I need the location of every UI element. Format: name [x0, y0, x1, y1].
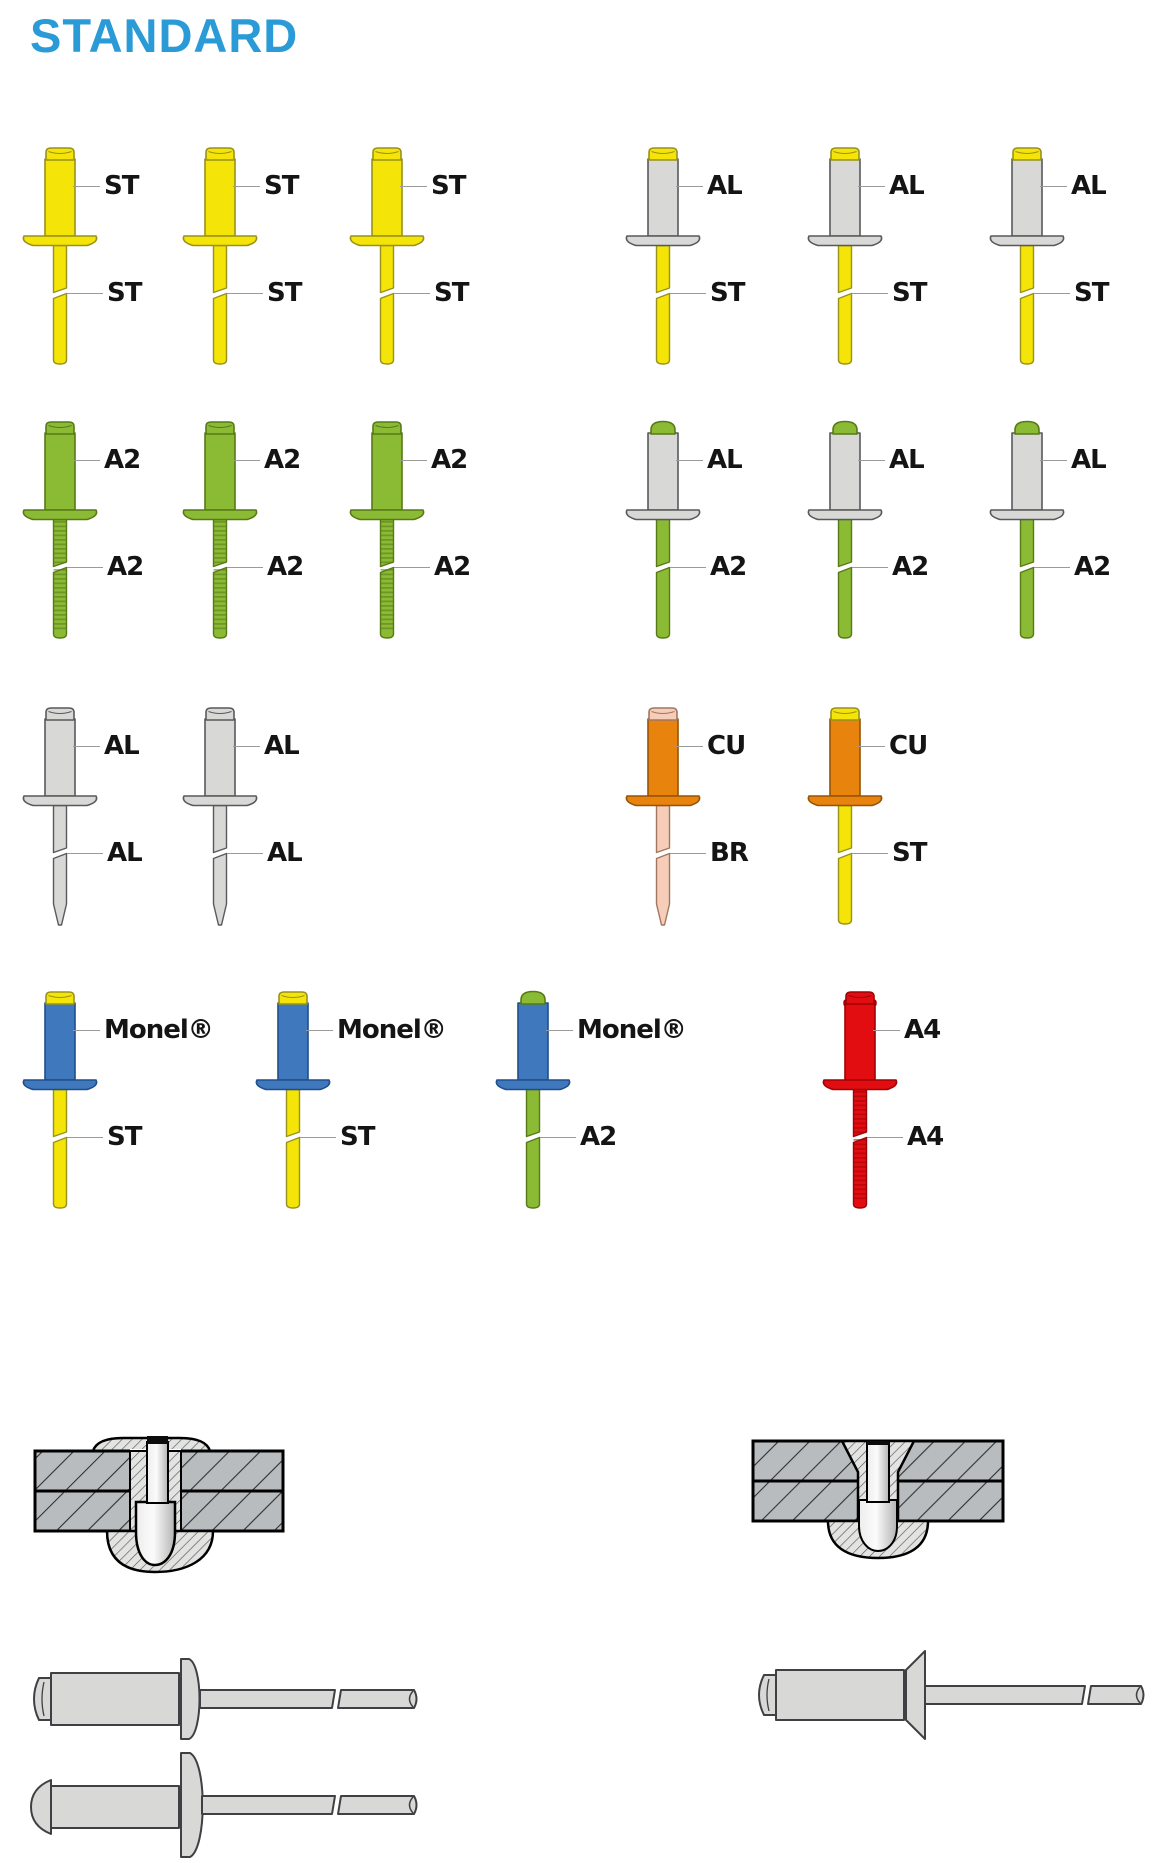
body-material-label: AL	[858, 445, 924, 475]
rivet-a4-a4	[815, 990, 944, 1230]
side-view-dome-head-rivet	[30, 1656, 422, 1742]
body-material-label: AL	[1040, 171, 1106, 201]
body-material-label: ST	[73, 171, 138, 201]
rivet-monel-st-2	[248, 990, 446, 1230]
mandrel-material-label: ST	[394, 278, 468, 308]
body-material-label: AL	[676, 171, 742, 201]
body-material-label: A4	[873, 1015, 940, 1045]
rivet-al-al-2	[175, 706, 302, 946]
mandrel-material-label: ST	[67, 278, 141, 308]
leader-line	[73, 186, 100, 187]
rivet-a2-a2-2	[175, 420, 304, 660]
mandrel-material-label: ST	[300, 1122, 374, 1152]
mandrel-material-label: ST	[852, 838, 926, 868]
body-material-label: CU	[676, 731, 745, 761]
mandrel-material-label: ST	[670, 278, 744, 308]
mandrel-material-label: AL	[67, 838, 142, 868]
rivet-al-st-1	[618, 146, 745, 386]
rivet-st-st-1	[15, 146, 142, 386]
cross-section-dome-head-installed	[28, 1434, 286, 1586]
mandrel-material-label: A2	[540, 1122, 616, 1152]
rivet-al-st-2	[800, 146, 927, 386]
rivet-st-st-3	[342, 146, 469, 386]
body-material-label: Monel®	[306, 1015, 446, 1045]
body-material-label: AL	[73, 731, 139, 761]
body-material-label: AL	[1040, 445, 1106, 475]
mandrel-material-label: A4	[867, 1122, 943, 1152]
mandrel-material-label: ST	[1034, 278, 1108, 308]
rivet-a2-a2-3	[342, 420, 471, 660]
body-material-label: ST	[233, 171, 298, 201]
leader-line	[67, 293, 103, 294]
rivet-cu-st	[800, 706, 928, 946]
body-material-label: AL	[233, 731, 299, 761]
rivet-al-al-1	[15, 706, 142, 946]
side-view-countersunk-head-rivet	[755, 1648, 1150, 1742]
rivet-st-st-2	[175, 146, 302, 386]
cross-section-countersunk-installed	[750, 1438, 1006, 1564]
body-material-label: AL	[676, 445, 742, 475]
page-title: STANDARD	[30, 9, 299, 62]
mandrel-material-label: A2	[67, 552, 143, 582]
mandrel-material-label: BR	[670, 838, 748, 868]
body-material-label: A2	[233, 445, 300, 475]
body-material-label: ST	[400, 171, 465, 201]
rivet-a2-a2-1	[15, 420, 144, 660]
rivet-al-a2-2	[800, 420, 929, 660]
mandrel-material-label: A2	[227, 552, 303, 582]
mandrel-material-label: ST	[67, 1122, 141, 1152]
body-material-label: AL	[858, 171, 924, 201]
body-material-label: CU	[858, 731, 927, 761]
rivet-monel-a2	[488, 990, 686, 1230]
mandrel-material-label: A2	[670, 552, 746, 582]
mandrel-material-label: AL	[227, 838, 302, 868]
mandrel-material-label: ST	[852, 278, 926, 308]
rivet-al-a2-3	[982, 420, 1111, 660]
rivet-monel-st-1	[15, 990, 213, 1230]
body-material-label: Monel®	[546, 1015, 686, 1045]
mandrel-material-label: ST	[227, 278, 301, 308]
mandrel-material-label: A2	[1034, 552, 1110, 582]
side-view-large-flange-dome-head-rivet	[30, 1746, 422, 1860]
body-material-label: A2	[400, 445, 467, 475]
body-material-label: Monel®	[73, 1015, 213, 1045]
mandrel-material-label: A2	[394, 552, 470, 582]
body-material-label: A2	[73, 445, 140, 475]
rivet-cu-br	[618, 706, 748, 946]
rivet-al-st-3	[982, 146, 1109, 386]
rivet-al-a2-1	[618, 420, 747, 660]
mandrel-material-label: A2	[852, 552, 928, 582]
